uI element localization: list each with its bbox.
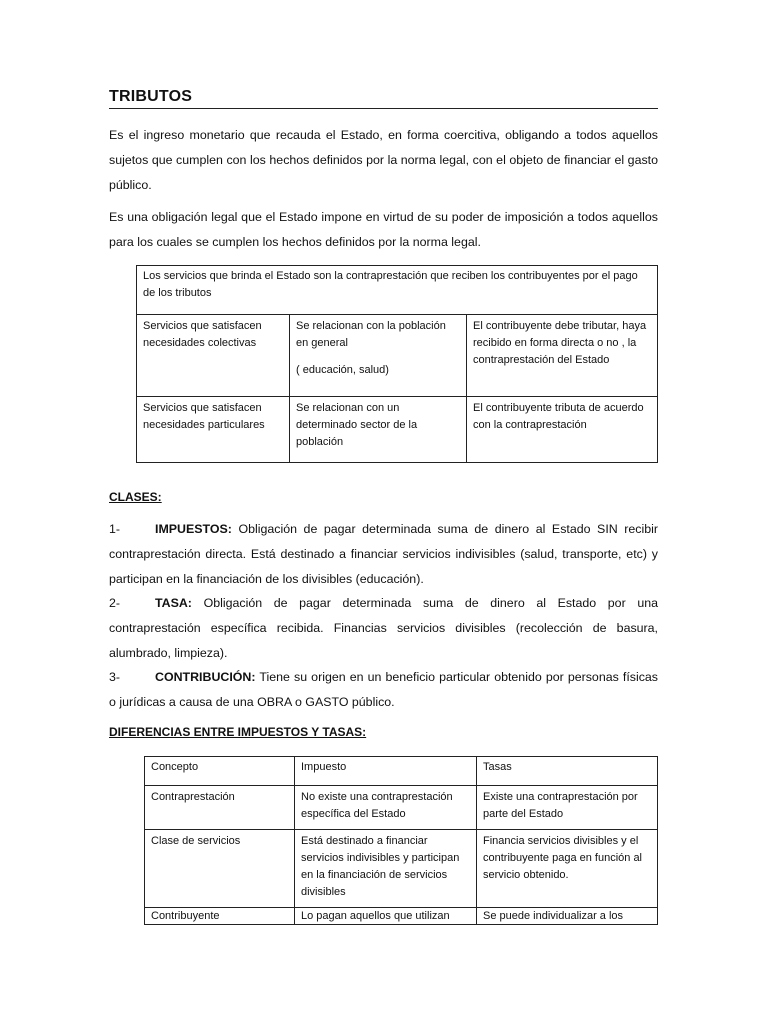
item-keyword: IMPUESTOS: xyxy=(155,522,232,536)
diferencias-table xyxy=(144,756,658,925)
table-cell: Clase de servicios xyxy=(145,830,295,908)
paragraph-obligation: Es una obligación legal que el Estado impone en virtud de su poder de imposición a todos aquellos para los cuales se cumplen los hechos definidos por la norma legal. xyxy=(109,210,658,249)
clase-item-tasa xyxy=(109,591,658,666)
table-cell: Se relacionan con un determinado sector de la población xyxy=(290,397,467,463)
table-cell: Existe una contraprestación por parte del Estado xyxy=(477,786,658,830)
clase-item-impuestos xyxy=(109,517,658,592)
services-table-header: Los servicios que brinda el Estado son la contraprestación que reciben los contribuyentes por el pago de los tributos xyxy=(137,266,658,315)
table-row xyxy=(145,830,658,908)
cell-text: Se relacionan con la población en general xyxy=(296,320,446,349)
table-cell xyxy=(145,908,295,925)
table-cell xyxy=(290,315,467,397)
cell-text: Se puede individualizar a los xyxy=(483,910,624,922)
table-cell: No existe una contraprestación específica del Estado xyxy=(295,786,477,830)
item-text: Obligación de pagar determinada suma de dinero al Estado SIN recibir contraprestación directa. Está destinado a financiar servicios indivisibles (salud, transporte, etc) y participan en la financiación de los divisibles (educación). xyxy=(109,522,658,586)
column-header: Concepto xyxy=(145,757,295,786)
item-number: 3- xyxy=(109,670,121,684)
table-cell xyxy=(295,908,477,925)
table-header-row xyxy=(145,757,658,786)
item-number: 2- xyxy=(109,596,121,610)
column-header: Tasas xyxy=(477,757,658,786)
cell-text-extra: ( educación, salud) xyxy=(296,364,389,376)
item-keyword: TASA: xyxy=(155,596,192,610)
table-cell: Servicios que satisfacen necesidades particulares xyxy=(137,397,290,463)
item-keyword: CONTRIBUCIÓN: xyxy=(155,670,256,684)
paragraph-definition: Es el ingreso monetario que recauda el Estado, en forma coercitiva, obligando a todos aquellos sujetos que cumplen con los hechos definidos por la norma legal, con el objeto de financiar el gasto público. xyxy=(109,128,658,192)
diferencias-heading: DIFERENCIAS ENTRE IMPUESTOS Y TASAS: xyxy=(109,725,367,739)
column-header: Impuesto xyxy=(295,757,477,786)
table-cell: Está destinado a financiar servicios indivisibles y participan en la financiación de servicios divisibles xyxy=(295,830,477,908)
item-text: Obligación de pagar determinada suma de dinero al Estado por una contraprestación específica recibida. Financias servicios divisibles (recolección de basura, alumbrado, limpieza). xyxy=(109,596,658,660)
table-cell: Financia servicios divisibles y el contribuyente paga en función al servicio obtenido. xyxy=(477,830,658,908)
clase-item-contribucion xyxy=(109,665,658,715)
clases-heading: CLASES: xyxy=(109,490,162,504)
table-cell: Servicios que satisfacen necesidades colectivas xyxy=(137,315,290,397)
table-cell xyxy=(477,908,658,925)
page-title: TRIBUTOS xyxy=(109,88,658,109)
item-text: Tiene su origen en un beneficio particular obtenido por personas físicas o jurídicas a causa de una OBRA o GASTO público. xyxy=(109,670,659,709)
table-row xyxy=(145,908,658,925)
table-cell: Contraprestación xyxy=(145,786,295,830)
table-row xyxy=(145,786,658,830)
services-table xyxy=(136,265,658,463)
cell-text: Lo pagan aquellos que utilizan xyxy=(301,910,450,922)
table-row xyxy=(137,315,658,397)
cell-text: Contribuyente xyxy=(151,910,220,922)
table-row xyxy=(137,397,658,463)
item-number: 1- xyxy=(109,522,121,536)
table-cell: El contribuyente debe tributar, haya recibido en forma directa o no , la contraprestación del Estado xyxy=(467,315,658,397)
table-cell: El contribuyente tributa de acuerdo con la contraprestación xyxy=(467,397,658,463)
